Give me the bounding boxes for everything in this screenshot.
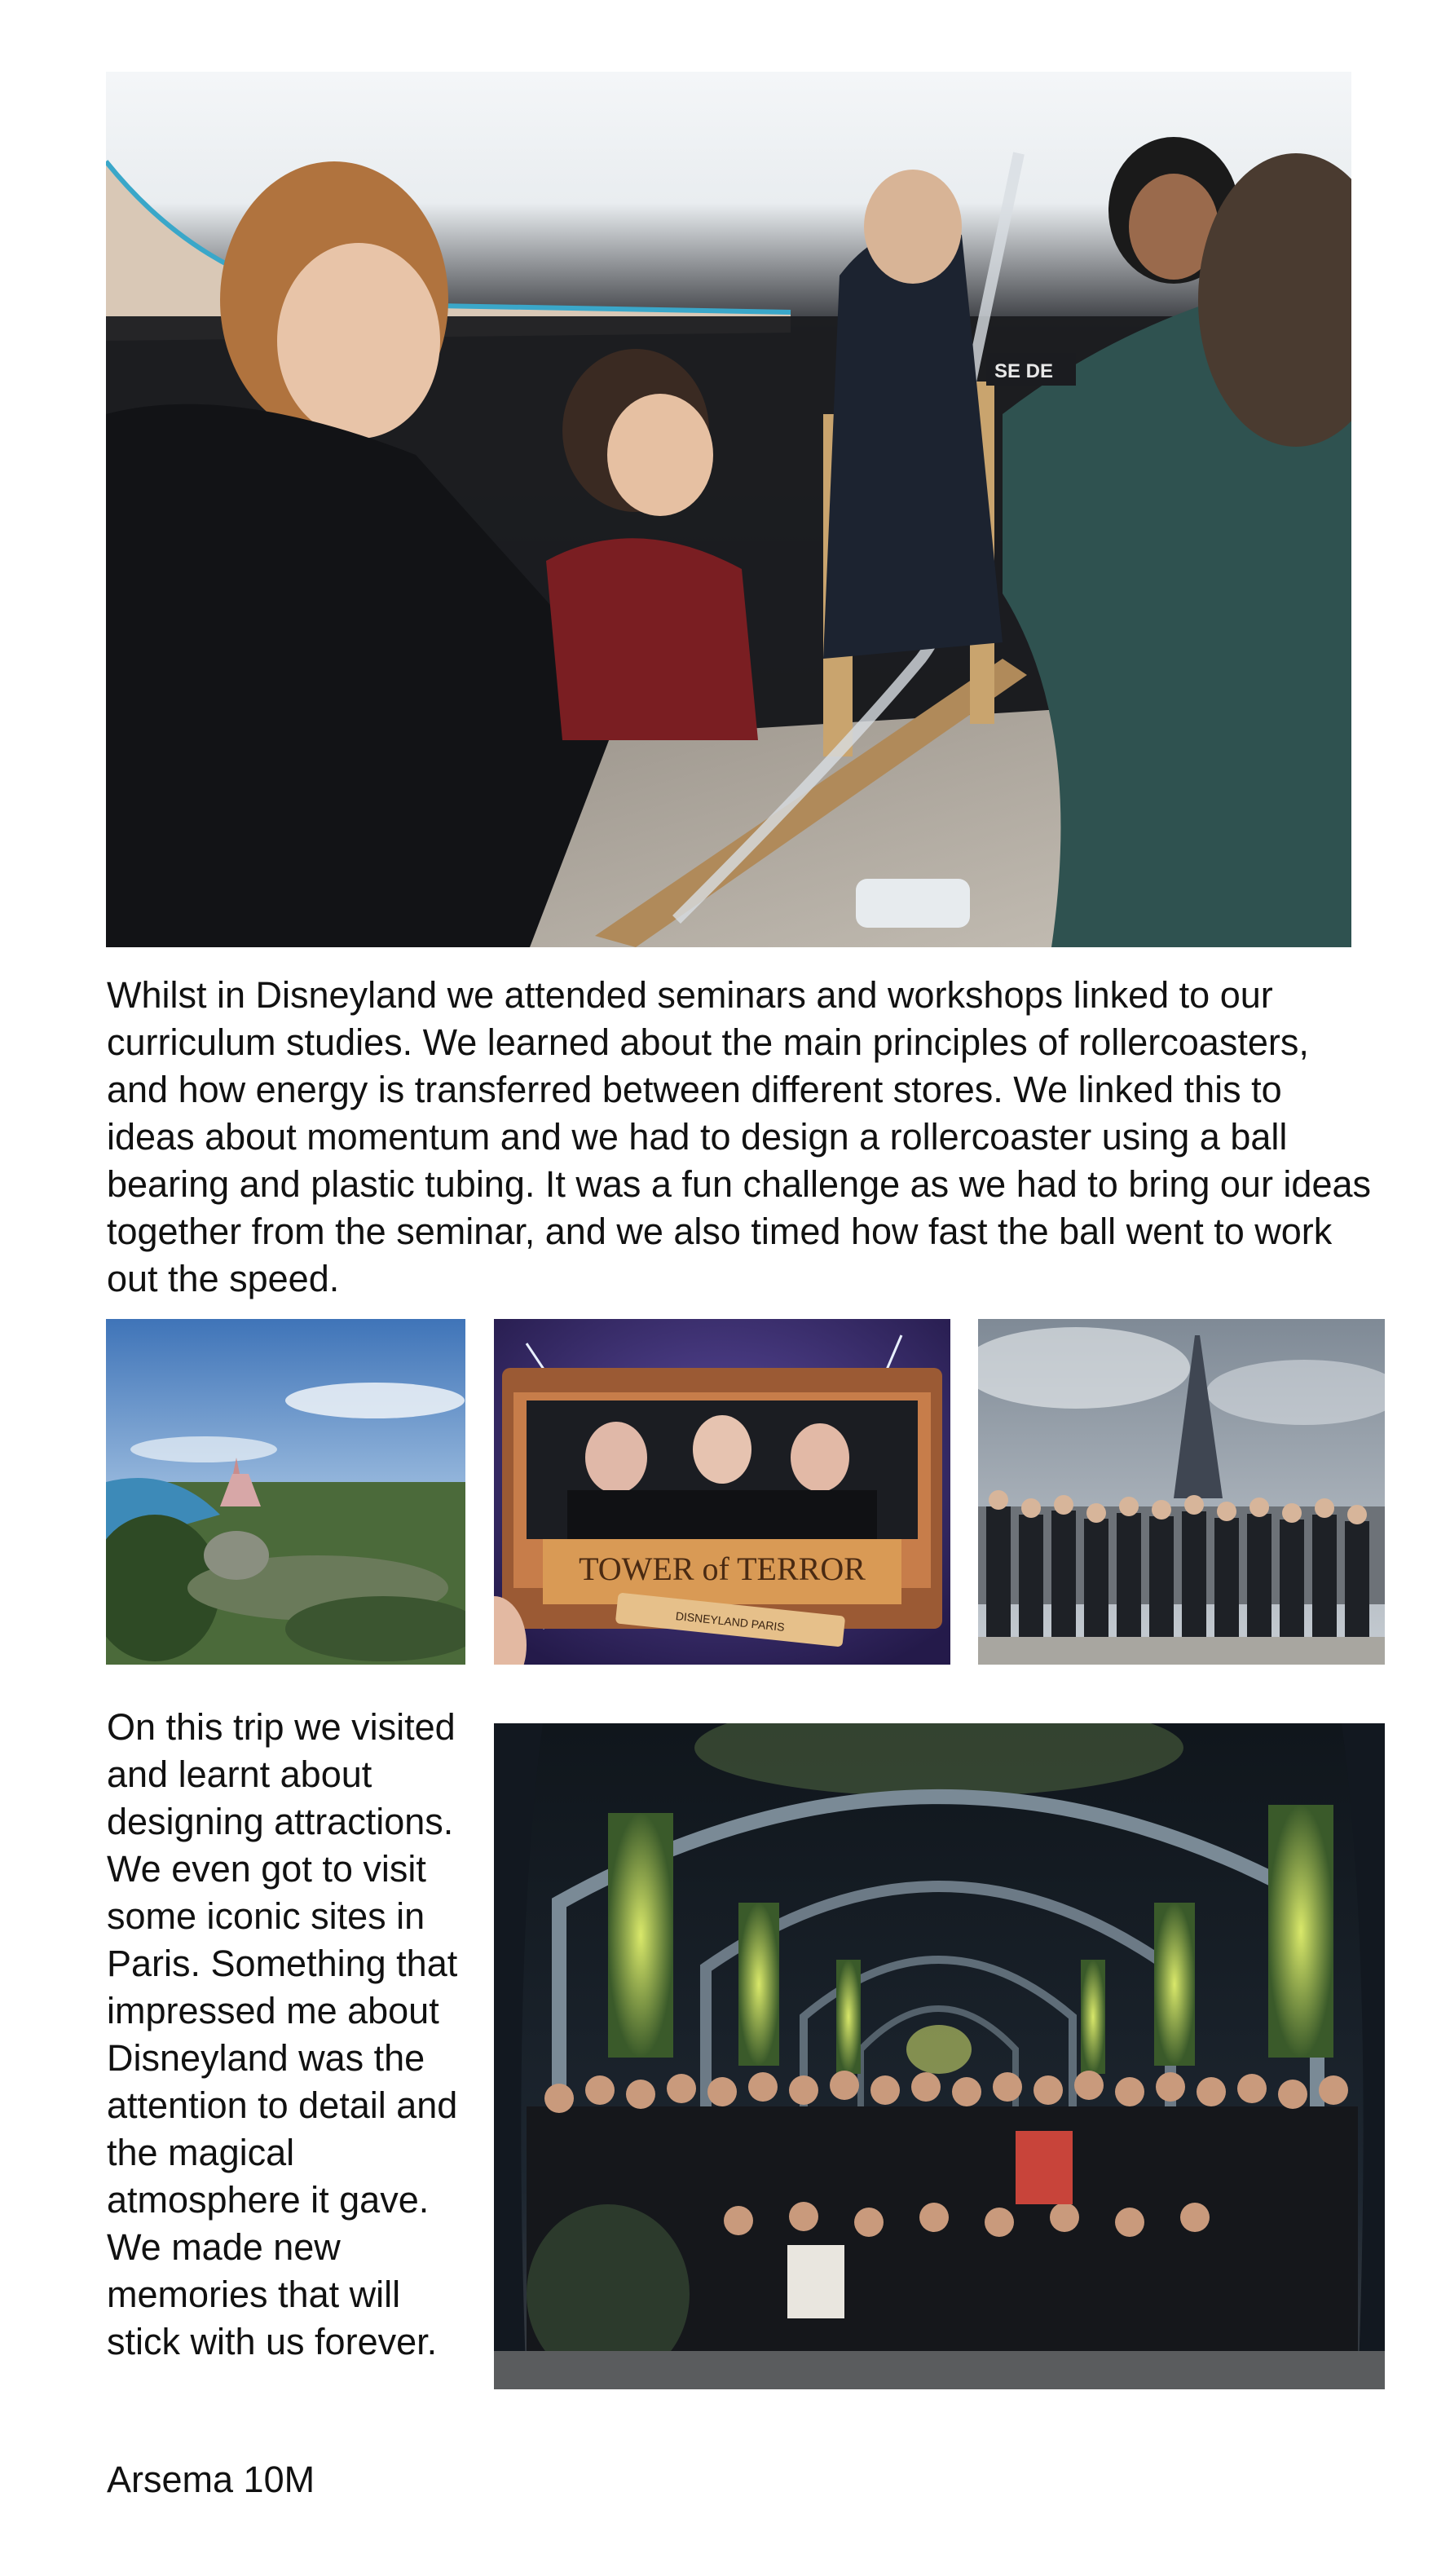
tower-subtitle-text: DISNEYLAND PARIS	[675, 1609, 786, 1634]
castle-photo	[106, 1319, 465, 1665]
tower-of-terror-photo	[494, 1319, 950, 1665]
eiffel-tower-photo	[978, 1319, 1385, 1665]
article-paragraph-2: On this trip we visited and learnt about designing attractions. We even got to visit some iconic sites in Paris. Something that impressed me about Disneyland was the attention to detail and the magical atmosphere it gave. We made new memories that will stick with us forever.	[107, 1706, 458, 2362]
workshop-photo	[106, 72, 1351, 947]
workshop-sign-text: SE DE	[994, 360, 1054, 382]
author-signature: Arsema 10M	[107, 2459, 315, 2500]
group-photo	[494, 1723, 1385, 2389]
article-paragraph-1: Whilst in Disneyland we attended seminars and workshops linked to our curriculum studies. We learned about the main principles of rollercoasters, and how energy is transferred between different stores. We linked this to ideas about momentum and we had to design a rollercoaster using a ball bearing and plastic tubing. It was a fun challenge as we had to bring our ideas together from the seminar, and we also timed how fast the ball went to work out the speed.	[107, 974, 1372, 1299]
tower-title-text: TOWER of TERROR	[579, 1550, 866, 1587]
